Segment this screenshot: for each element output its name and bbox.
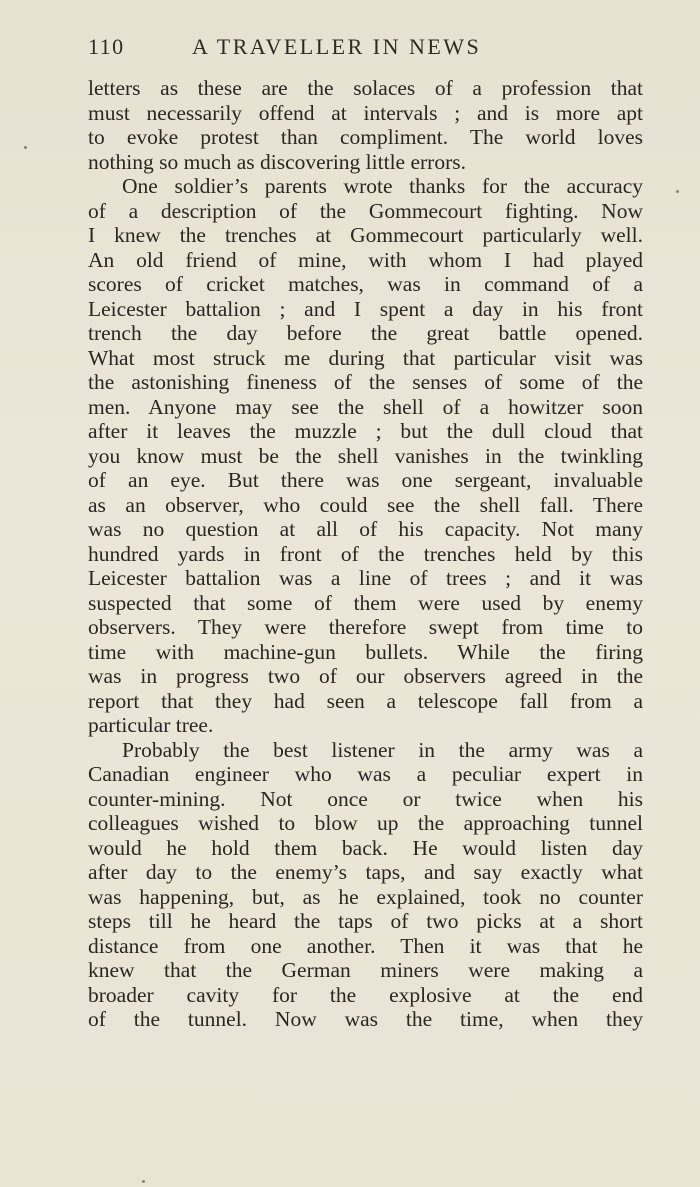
running-title: A TRAVELLER IN NEWS — [192, 34, 482, 59]
text-line: knew that the German miners were making a — [88, 958, 643, 982]
text-line: letters as these are the solaces of a profession that — [88, 76, 643, 100]
text-line: An old friend of mine, with whom I had played — [88, 247, 643, 272]
text-line: What most struck me during that particular visit was — [88, 345, 643, 370]
text-line: Leicester battalion was a line of trees ; and it was — [88, 566, 643, 590]
text-line: nothing so much as discovering little errors. — [88, 149, 466, 174]
text-line: suspected that some of them were used by enemy — [88, 590, 643, 615]
text-line: trench the day before the great battle opened. — [88, 321, 643, 345]
text-line: One soldier’s parents wrote thanks for the accuracy — [122, 174, 643, 198]
text-line: Canadian engineer who was a peculiar expert in — [88, 762, 643, 786]
text-line: to evoke protest than compliment. The world loves — [88, 125, 643, 149]
text-line: men. Anyone may see the shell of a howitzer soon — [88, 394, 643, 419]
text-line: hundred yards in front of the trenches held by this — [88, 541, 643, 566]
body-text — [88, 76, 643, 1032]
text-line: Probably the best listener in the army was a — [122, 737, 643, 762]
text-line: as an observer, who could see the shell fall. There — [88, 492, 643, 517]
text-line: was happening, but, as he explained, took no counter — [88, 884, 643, 909]
text-line: broader cavity for the explosive at the end — [88, 982, 643, 1007]
text-line: after day to the enemy’s taps, and say exactly what — [88, 860, 643, 884]
text-line: Leicester battalion ; and I spent a day in his front — [88, 296, 643, 321]
text-line: after it leaves the muzzle ; but the dull cloud that — [88, 419, 643, 443]
text-line: report that they had seen a telescope fall from a — [88, 688, 643, 713]
paper-speck — [676, 190, 679, 193]
text-line: observers. They were therefore swept from time to — [88, 615, 643, 639]
text-line: was in progress two of our observers agreed in the — [88, 664, 643, 688]
text-line: of an eye. But there was one sergeant, invaluable — [88, 468, 643, 492]
text-line: of a description of the Gommecourt fighting. Now — [88, 198, 643, 223]
running-header — [88, 34, 548, 64]
text-line: you know must be the shell vanishes in the twinkling — [88, 443, 643, 468]
text-line: the astonishing fineness of the senses of some of the — [88, 370, 643, 394]
text-line: I knew the trenches at Gommecourt particularly well. — [88, 223, 643, 247]
text-line: counter-mining. Not once or twice when his — [88, 786, 643, 811]
text-line: steps till he heard the taps of two picks at a short — [88, 909, 643, 933]
page-number: 110 — [88, 34, 125, 59]
text-line: particular tree. — [88, 713, 214, 737]
paper-speck — [24, 146, 27, 149]
text-line: must necessarily offend at intervals ; and is more apt — [88, 100, 643, 125]
text-line: colleagues wished to blow up the approaching tunnel — [88, 811, 643, 835]
text-line: time with machine-gun bullets. While the firing — [88, 639, 643, 664]
text-line: distance from one another. Then it was that he — [88, 933, 643, 958]
text-line: was no question at all of his capacity. Not many — [88, 517, 643, 541]
text-line: of the tunnel. Now was the time, when they — [88, 1007, 643, 1031]
text-line: would he hold them back. He would listen day — [88, 835, 643, 860]
paper-speck — [142, 1180, 145, 1183]
text-line: scores of cricket matches, was in command of a — [88, 272, 643, 296]
